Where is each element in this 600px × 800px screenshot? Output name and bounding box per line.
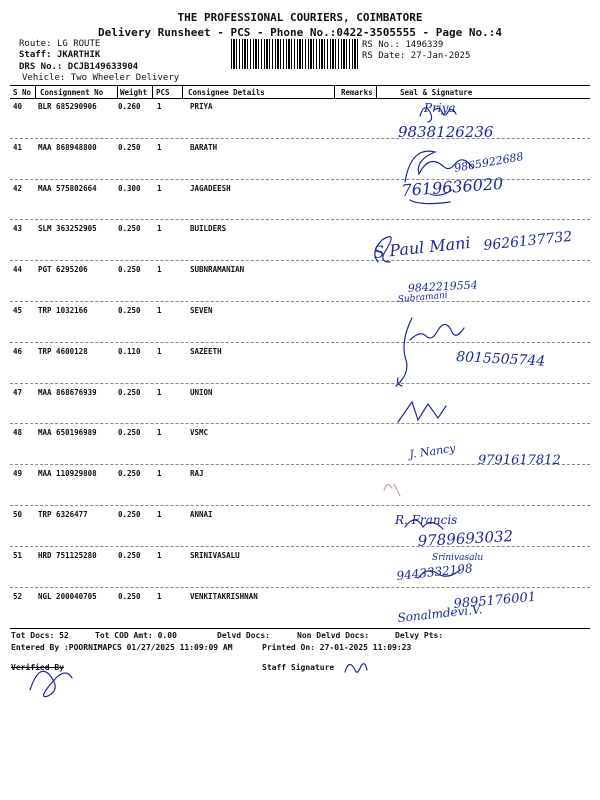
row-consignment-no: HRD 751125280	[38, 550, 97, 560]
row-weight: 0.250	[118, 428, 141, 438]
row-consignee: BARATH	[190, 142, 218, 152]
row-sno: 48	[13, 428, 23, 438]
col-header-remarks: Remarks	[341, 88, 373, 97]
sig-row51-name: Srinivasalu	[432, 553, 484, 563]
sig-row52-name: Sonalmdevi.V.	[396, 602, 484, 625]
row-pcs: 1	[157, 224, 162, 234]
row-pcs: 1	[157, 428, 162, 438]
row-consignment-no: PGT 6295206	[38, 265, 88, 275]
row-sno: 43	[13, 224, 23, 234]
row-consignment-no: BLR 685290906	[38, 102, 97, 111]
row-pcs: 1	[157, 510, 162, 519]
row-consignment-no: TRP 4600128	[38, 346, 88, 356]
footer-verified-by: Verified By	[11, 663, 64, 672]
drs-label: DRS No.:	[19, 62, 63, 72]
row-weight: 0.250	[118, 306, 141, 315]
footer-non-delvd: Non Delvd Docs:	[297, 631, 370, 640]
row-consignment-no: TRP 6326477	[38, 510, 88, 519]
row-consignment-no: SLM 363252905	[38, 224, 97, 234]
vehicle-value: Two Wheeler Delivery	[70, 73, 180, 83]
sig-row52-phone: 9895176001	[453, 589, 537, 612]
sig-row43-phone: 9626137732	[482, 228, 574, 254]
sig-row45-scribble	[396, 318, 412, 386]
sig-row50-name: R. Francis	[395, 513, 458, 527]
row-consignee: SUBNRAMANIAN	[190, 265, 245, 275]
row-weight: 0.250	[118, 265, 141, 275]
staff-signature-mark	[345, 664, 367, 673]
row-consignment-no: NGL 200040705	[38, 591, 97, 601]
vehicle-label: Vehicle:	[22, 73, 66, 83]
staff-value: JKARTHIK	[56, 50, 101, 60]
row-consignment-no: MAA 110929808	[38, 469, 97, 479]
row-sno: 51	[13, 550, 23, 560]
footer-tot-cod: Tot COD Amt: 0.00	[95, 631, 177, 640]
row-pcs: 1	[157, 142, 162, 152]
sig-row48-phone: 9791617812	[478, 453, 561, 468]
row-consignee: PRIYA	[190, 102, 213, 111]
row-pcs: 1	[157, 469, 162, 479]
row-sno: 45	[13, 306, 23, 315]
sig-row40-name: Priya	[424, 101, 456, 115]
footer-rule	[10, 628, 590, 629]
row-pcs: 1	[157, 265, 162, 275]
footer-staff-signature: Staff Signature	[262, 663, 335, 672]
row-consignment-no: TRP 1032166	[38, 306, 88, 315]
sig-row41-phone-2: 7619636020	[400, 173, 504, 200]
rs-no-value: 1496339	[405, 40, 444, 50]
row-consignee: BUILDERS	[190, 224, 227, 234]
row-weight: 0.250	[118, 591, 141, 601]
rs-date-value: 27-Jan-2025	[410, 51, 471, 61]
row-weight: 0.260	[118, 102, 141, 111]
col-header-consignee: Consignee Details	[188, 88, 265, 97]
row-sno: 40	[13, 102, 23, 111]
row-pcs: 1	[157, 387, 162, 397]
company-title: THE PROFESSIONAL COURIERS, COIMBATORE	[177, 11, 423, 24]
row-consignee: VENKITAKRISHNAN	[190, 591, 258, 601]
row-weight: 0.110	[118, 346, 141, 356]
row-weight: 0.250	[118, 510, 141, 519]
row-sno: 52	[13, 591, 23, 601]
row-consignee: SRINIVASALU	[190, 550, 240, 560]
row-pcs: 1	[157, 346, 162, 356]
row-consignment-no: MAA 868676939	[38, 387, 97, 397]
col-header-weight: Weight	[120, 88, 148, 97]
footer-printed-on: Printed On: 27-01-2025 11:09:23	[262, 643, 412, 652]
row-sno: 47	[13, 387, 23, 397]
row-consignment-no: MAA 868948800	[38, 142, 97, 152]
footer-delvy-pts: Delvy Pts:	[395, 631, 444, 640]
sig-row44-name: Subramani	[397, 290, 449, 305]
row-pcs: 1	[157, 306, 162, 315]
route-label: Route:	[19, 39, 52, 49]
row-consignment-no: MAA 650196989	[38, 428, 97, 438]
col-header-consignment: Consignment No	[40, 88, 104, 97]
row-consignee: SEVEN	[190, 306, 213, 315]
footer-delvd: Delvd Docs:	[217, 631, 270, 640]
sig-row50-phone: 9789693032	[417, 527, 514, 550]
footer-tot-docs: Tot Docs: 52	[11, 631, 69, 640]
drs-value: DCJB149633904	[67, 62, 139, 72]
sig-row51-phone: 9443332198	[395, 561, 474, 583]
sig-row45-phone: 8015505744	[455, 349, 546, 370]
rs-date-label: RS Date:	[362, 51, 406, 61]
row-consignee: RAJ	[190, 469, 204, 479]
row-consignee: VSMC	[190, 428, 209, 438]
sig-row40-phone: 9838126236	[398, 123, 494, 141]
row-weight: 0.250	[118, 142, 141, 152]
staff-label: Staff:	[19, 50, 52, 60]
row-consignee: JAGADEESH	[190, 183, 231, 193]
sig-row49-mark	[384, 484, 400, 496]
row-consignee: SAZEETH	[190, 346, 222, 356]
row-sno: 50	[13, 510, 23, 519]
sig-row41-phone-1: 9865922688	[453, 149, 525, 175]
col-header-sno: S No	[13, 88, 32, 97]
row-sno: 42	[13, 183, 23, 193]
col-header-pcs: PCS	[156, 88, 170, 97]
row-weight: 0.250	[118, 469, 141, 479]
row-pcs: 1	[157, 591, 162, 601]
row-weight: 0.250	[118, 387, 141, 397]
row-weight: 0.250	[118, 550, 141, 560]
row-sno: 46	[13, 346, 23, 356]
row-pcs: 1	[157, 102, 162, 111]
sig-row47-scribble	[398, 402, 446, 422]
sig-row43-name: S Paul Mani	[372, 232, 472, 262]
footer-entered-by: Entered By :POORNIMAPCS 01/27/2025 11:09:09 AM	[11, 643, 233, 652]
sig-row44-phone: 9842219554	[407, 278, 479, 295]
row-consignee: UNION	[190, 387, 213, 397]
row-sno: 49	[13, 469, 23, 479]
row-weight: 0.300	[118, 183, 141, 193]
runsheet-subtitle: Delivery Runsheet - PCS - Phone No.:0422-3505555 - Page No.:4	[98, 26, 502, 39]
row-pcs: 1	[157, 183, 162, 193]
route-value: LG ROUTE	[56, 39, 101, 49]
col-header-seal-signature: Seal & Signature	[400, 88, 473, 97]
row-sno: 41	[13, 142, 23, 152]
sig-row48-name: J. Nancy	[408, 441, 457, 461]
row-consignment-no: MAA 575802664	[38, 183, 97, 193]
verified-by-signature	[30, 671, 72, 696]
rs-no-label: RS No.:	[362, 40, 400, 50]
row-consignee: ANNAI	[190, 510, 213, 519]
sig-row45-name	[410, 324, 464, 340]
row-pcs: 1	[157, 550, 162, 560]
row-weight: 0.250	[118, 224, 141, 234]
row-sno: 44	[13, 265, 23, 275]
